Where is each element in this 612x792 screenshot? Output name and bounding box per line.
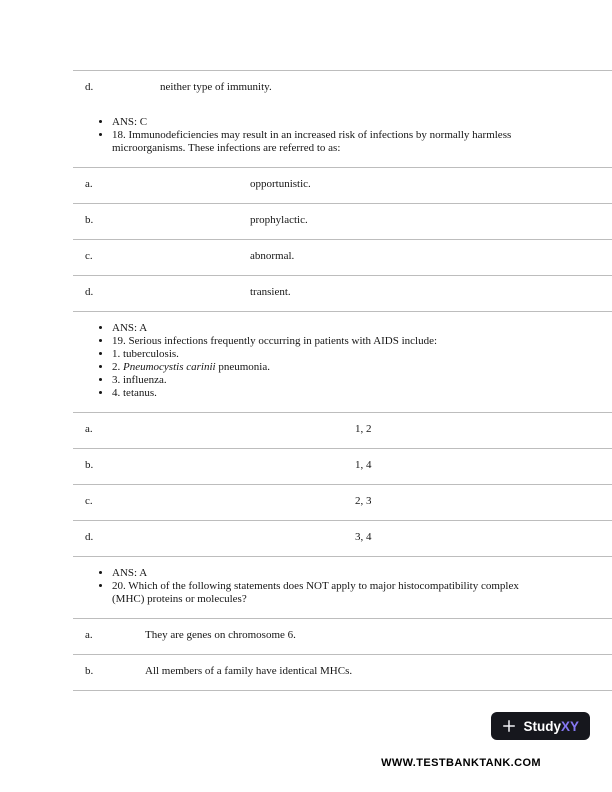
option-row-d — [73, 520, 612, 556]
option-letter: b. — [85, 665, 94, 677]
option-text: transient. — [250, 286, 291, 298]
option-letter: c. — [85, 250, 93, 262]
brand-name-accent: XY — [560, 718, 579, 734]
option-text: 2, 3 — [355, 495, 372, 507]
plus-icon — [502, 719, 516, 733]
option-row-a — [73, 618, 612, 654]
answer-key-line: • ANS: A — [112, 567, 548, 580]
q18-options-table — [73, 167, 612, 312]
question-stem: • 20. Which of the following statements does NOT apply to major histocompatibility complex (MHC) proteins or molecules? — [112, 580, 548, 606]
brand-name-primary: Study — [523, 718, 561, 734]
answer-key-line: • ANS: C — [112, 116, 548, 129]
item-italic-text: Pneumocystis carinii — [123, 361, 216, 373]
question-stem: • 19. Serious infections frequently occurring in patients with AIDS include: — [112, 335, 548, 348]
answer-key-line: • ANS: A — [112, 322, 548, 335]
option-row-d — [73, 70, 612, 106]
option-letter: a. — [85, 629, 93, 641]
q19-header-bullets — [73, 322, 548, 400]
option-letter: d. — [85, 81, 94, 93]
option-letter: c. — [85, 495, 93, 507]
item-text: 1. tuberculosis. — [112, 348, 179, 360]
question-stem: • 18. Immunodeficiencies may result in an increased risk of infections by normally harmless microorganisms. These infections are referred to as: — [112, 129, 548, 155]
carryover-option-table — [73, 70, 612, 106]
option-row-a — [73, 167, 612, 203]
page-content — [73, 0, 612, 691]
numbered-item-3 — [112, 374, 548, 387]
option-letter: b. — [85, 459, 94, 471]
item-text: 2. — [112, 361, 123, 373]
website-url: WWW.TESTBANKTANK.COM — [381, 757, 541, 769]
studyxy-logo-badge — [491, 712, 590, 740]
option-row-a — [73, 412, 612, 448]
option-text: They are genes on chromosome 6. — [145, 629, 296, 641]
numbered-item-4 — [112, 387, 548, 400]
option-row-b — [73, 654, 612, 690]
option-row-c — [73, 484, 612, 520]
item-text: 3. influenza. — [112, 374, 167, 386]
option-row-c — [73, 239, 612, 275]
q20-options-table — [73, 618, 612, 691]
option-row-b — [73, 448, 612, 484]
item-text: pneumonia. — [215, 361, 270, 373]
option-text: neither type of immunity. — [160, 81, 272, 93]
option-row-b — [73, 203, 612, 239]
option-text: All members of a family have identical MHCs. — [145, 665, 353, 677]
option-text: opportunistic. — [250, 178, 311, 190]
option-row-d — [73, 275, 612, 311]
q19-options-table — [73, 412, 612, 557]
option-letter: a. — [85, 423, 93, 435]
item-text: 4. tetanus. — [112, 387, 157, 399]
option-text: 3, 4 — [355, 531, 372, 543]
option-letter: d. — [85, 531, 94, 543]
option-letter: a. — [85, 178, 93, 190]
option-text: prophylactic. — [250, 214, 308, 226]
numbered-item-2 — [112, 361, 548, 374]
q18-header-bullets — [73, 116, 548, 155]
option-letter: b. — [85, 214, 94, 226]
numbered-item-1 — [112, 348, 548, 361]
option-text: 1, 4 — [355, 459, 372, 471]
option-text: 1, 2 — [355, 423, 372, 435]
brand-name — [523, 720, 579, 733]
q20-header-bullets — [73, 567, 548, 606]
option-text: abnormal. — [250, 250, 295, 262]
option-letter: d. — [85, 286, 94, 298]
